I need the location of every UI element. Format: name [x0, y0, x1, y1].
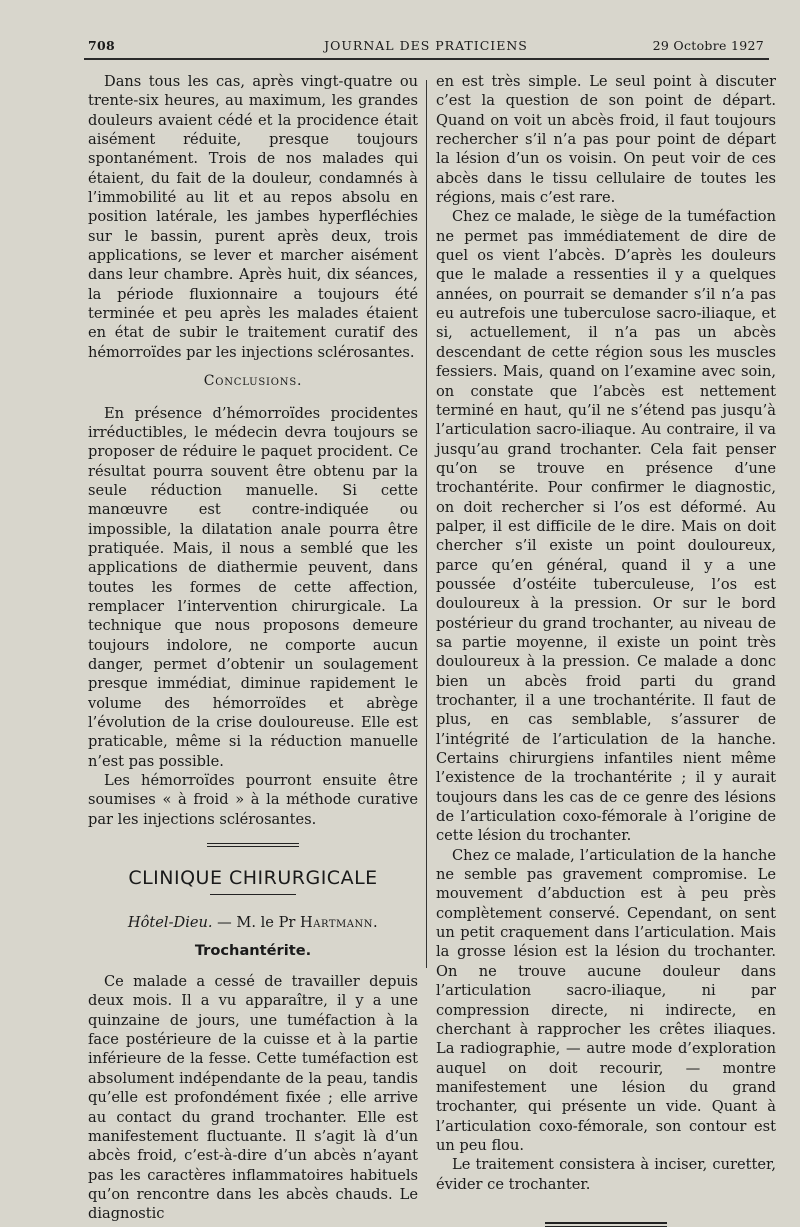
issue-date: 29 Octobre 1927: [652, 38, 764, 53]
paragraph: en est très simple. Le seul point à discuter c’est la question de son point de départ. Quand on voit un abcès froid, il faut toujours rechercher s’il n’a pas pour point de départ la lésion d’un os voisin. On peut voir de ces abcès dans le tissu cellulaire de toutes les régions, mais c’est rare.: [436, 73, 776, 207]
section-divider: [207, 843, 299, 847]
page-number: 708: [88, 38, 115, 53]
left-column: [88, 72, 418, 1224]
service-location: Hôtel-Dieu.: [127, 914, 213, 932]
section-title: CLINIQUE CHIRURGICALE: [128, 867, 378, 890]
paragraph: En présence d’hémorroïdes procidentes irréductibles, le médecin devra toujours se proposer de réduire le paquet procident. Ce résultat pourra souvent être obtenu par la seule réduction manuelle. Si cette manœuvre est contre-indiquée ou impossible, la dilatation anale pourra être pratiquée. Mais, il nous a semblé que les applications de diathermie peuvent, dans toutes les formes de cette affection, remplacer l’intervention chirurgicale. La technique que nous proposons demeure toujours indolore, ne comporte aucun danger, permet d’obtenir un soulagement presque immédiat, diminue rapidement le volume des hémorroïdes et abrège l’évolution de la crise douloureuse. Elle est praticable, même si la réduction manuelle n’est pas possible.: [88, 404, 418, 770]
service-name: Hartmann.: [300, 914, 379, 932]
paragraph: Ce malade a cessé de travailler depuis deux mois. Il a vu apparaître, il y a une quinzaine de jours, une tuméfaction à la face postérieure de la cuisse et à la partie inférieure de la fesse. Cette tuméfaction est absolument indépendante de la peau, tandis qu’elle est profondément fixée ; elle arrive au contact du grand trochanter. Elle est manifestement fluctuante. Il s’agit là d’un abcès froid, c’est-à-dire d’un abcès n’ayant pas les caractères inflammatoires habituels qu’on rencontre dans les abcès chauds. Le diagnostic: [88, 973, 418, 1223]
paragraph: Les hémorroïdes pourront ensuite être soumises « à froid » à la méthode curative par les injections sclérosantes.: [88, 772, 418, 828]
paragraph: Dans tous les cas, après vingt-quatre ou trente-six heures, au maximum, les grandes douleurs avaient cédé et la procidence était aisément réduite, presque toujours spontanément. Trois de nos malades qui étaient, du fait de la douleur, condamnés à l’immobilité au lit et au repos absolu en position latérale, les jambes hyperfléchies sur le bassin, purent après deux, trois applications, se lever et marcher aisément dans leur chambre. Après huit, dix séances, la période fluxionnaire a toujours été terminée et peu après les malades étaient en état de subir le traitement curatif des hémorroïdes par les injections sclérosantes.: [88, 73, 418, 361]
paragraph: Le traitement consistera à inciser, curetter, évider ce trochanter.: [436, 1156, 776, 1193]
end-divider: [545, 1222, 667, 1227]
service-line: [88, 913, 418, 932]
journal-title: JOURNAL DES PRATICIENS: [324, 38, 528, 53]
running-header: [88, 38, 764, 56]
paragraph: Chez ce malade, le siège de la tuméfaction ne permet pas immédiatement de dire de quel os vient l’abcès. D’après les douleurs que le malade a ressenties il y a quelques années, on pourrait se demander s’il n’a pas eu autrefois une tuberculose sacro-iliaque, et si, actuellement, il n’a pas un abcès descendant de cette région sous les muscles fessiers. Mais, quand on l’examine avec soin, on constate que l’abcès est nettement terminé en haut, qu’il ne s’étend pas jusqu’à l’articulation sacro-iliaque. Au contraire, il va jusqu’au grand trochanter. Cela fait penser qu’on se trouve en présence d’une trochantérite. Pour confirmer le diagnostic, on doit rechercher si l’os est déformé. Au palper, il est difficile de le dire. Mais on doit chercher s’il existe un point douloureux, parce qu’en général, quand il y a une poussée d’ostéite tuberculeuse, l’os est douloureux à la pression. Or sur le bord postérieur du grand trochanter, au niveau de sa partie moyenne, il existe un point très douloureux à la pression. Ce malade a donc bien un abcès froid parti du grand trochanter, il a une trochantérite. Il faut de plus, en cas semblable, s’assurer de l’intégrité de l’articulation de la hanche. Certains chirurgiens infantiles nient même l’existence de la trochantérite ; il y aurait toujours dans les cas de ce genre des lésions de l’articulation coxo-fémorale à l’origine de cette lésion du trochanter.: [436, 208, 776, 845]
service-title: Pr: [278, 914, 296, 932]
section-title-rule: [210, 894, 296, 895]
header-rule: [84, 58, 769, 60]
column-separator: [426, 80, 427, 968]
lesson-title: Trochantérite.: [194, 941, 312, 959]
service-dash: — M. le: [212, 914, 279, 932]
conclusions-heading: Conclusions.: [203, 373, 303, 390]
paragraph: Chez ce malade, l’articulation de la hanche ne semble pas gravement compromise. Le mouvement d’abduction est à peu près complètement conservé. Cependant, on sent un petit craquement dans l’articulation. Mais la grosse lésion est la lésion du trochanter. On ne trouve aucune douleur dans l’articulation sacro-iliaque, ni par compression directe, ni indirecte, en cherchant à rapprocher les crêtes iliaques. La radiographie, — autre mode d’exploration auquel on doit recourir, — montre manifestement une lésion du grand trochanter, qui présente un vide. Quant à l’articulation coxo-fémorale, son contour est un peu flou.: [436, 846, 776, 1154]
right-column: [436, 72, 776, 1227]
